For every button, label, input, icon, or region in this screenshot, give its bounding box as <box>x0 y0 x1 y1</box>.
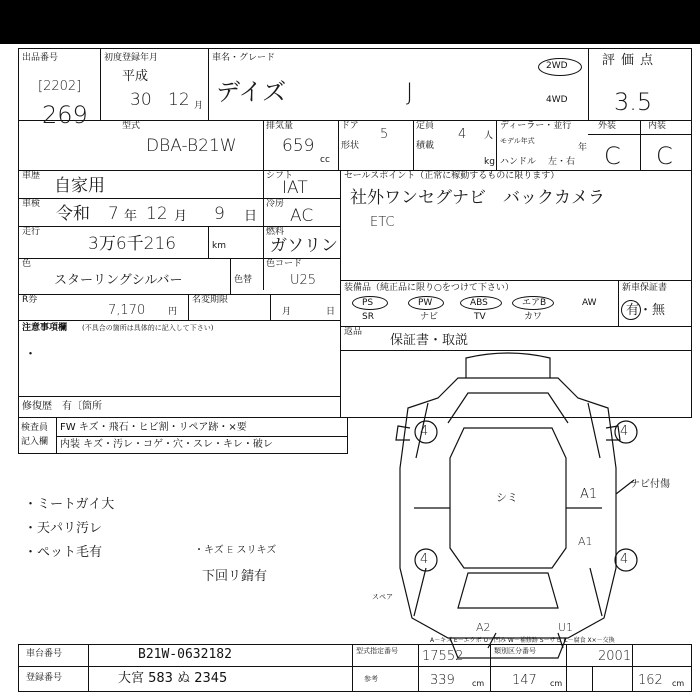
model-label: 型式 <box>122 121 141 131</box>
equip-ps: PS <box>362 298 374 308</box>
inspection-month: 12 <box>146 204 168 224</box>
length-value: 339 <box>430 673 455 688</box>
diagram-mark-roof-stain: シミ <box>496 491 518 504</box>
inspection-day-unit: 日 <box>244 209 258 224</box>
displacement-value: 659 <box>282 136 315 156</box>
int-label: 内装 <box>648 121 667 131</box>
shape-label: 形状 <box>341 141 360 151</box>
name-change-month: 月 <box>282 307 292 317</box>
chassis-label: 車台番号 <box>26 649 63 659</box>
mileage-unit: km <box>212 241 226 251</box>
equip-sr: SR <box>362 312 374 322</box>
inspector-label-1: 検査員 <box>21 423 49 433</box>
handwritten-note-3: ・ペット毛有 <box>24 545 103 560</box>
car-grade: J <box>406 78 414 106</box>
width-unit: cm <box>550 679 563 688</box>
type-no-label: 型式指定番号 <box>356 647 398 655</box>
top-black-bar <box>0 0 700 44</box>
displacement-label: 排気量 <box>266 121 294 131</box>
inspection-day: 9 <box>214 204 225 224</box>
diagram-legend: A－キズ E－エクボ U－凹み W－補修跡 S－サビ C－腐食 X×－交換 <box>430 637 615 644</box>
diagram-mark-rear-door-a1: A1 <box>578 535 593 548</box>
class-no-label: 類別区分番号 <box>494 647 536 655</box>
registration-value: 大宮 583 ぬ 2345 <box>118 671 228 686</box>
inspection-label: 車検 <box>22 199 41 209</box>
ref-label: 参考 <box>364 675 378 683</box>
equip-leather: カワ <box>524 312 543 322</box>
score-value: 3.5 <box>614 88 653 116</box>
drive-4wd: 4WD <box>546 95 568 105</box>
fuel-value: ガソリン <box>270 236 338 256</box>
equipment-label: 装備品（純正品に限り○をつけて下さい） <box>344 283 514 293</box>
lot-number: 269 <box>42 101 88 129</box>
ext-value: C <box>604 142 621 170</box>
color-code-label: 色コード <box>266 259 303 269</box>
model-value: DBA-B21W <box>146 136 237 156</box>
length-unit: cm <box>472 679 485 688</box>
inspection-era: 令和 <box>56 204 90 224</box>
diagram-spare: スペア <box>372 593 393 601</box>
equip-airbag: エアB <box>522 298 547 308</box>
inspection-year-unit: 年 <box>124 209 138 224</box>
handwritten-note-1: ・ミートガイ大 <box>24 497 115 512</box>
body-type-value: 自家用 <box>54 176 105 196</box>
repair-label: 修復歴 <box>22 401 52 412</box>
color-label: 色 <box>22 259 32 269</box>
diagram-mark-front-left-wheel: 4 <box>420 424 429 439</box>
int-value: C <box>656 142 673 170</box>
inspection-month-unit: 月 <box>174 209 188 224</box>
sales-point-line2: ETC <box>370 215 395 230</box>
recycle-unit: 円 <box>168 307 178 317</box>
new-car-warranty-label: 新車保証書 <box>622 283 668 293</box>
inspector-row1: FW キズ・飛石・ヒビ割・リペア跡・×要 <box>60 422 247 433</box>
first-reg-era: 平成 <box>122 69 149 84</box>
class-no-value: 2001 <box>598 649 632 664</box>
height-value: 162 <box>638 673 663 688</box>
dealer-label: ディーラー・並行 <box>500 121 572 131</box>
seats-label: 定員 <box>416 121 435 131</box>
ac-label: 冷房 <box>266 199 285 209</box>
equip-pw: PW <box>418 298 433 308</box>
first-reg-month: 12 <box>168 90 190 110</box>
shift-value: IAT <box>282 178 308 198</box>
ac-value: AC <box>290 206 314 226</box>
car-damage-diagram <box>18 48 692 696</box>
diagram-mark-rear-right-wheel: 4 <box>620 552 629 567</box>
width-value: 147 <box>512 673 537 688</box>
type-no-value: 17552 <box>422 649 464 664</box>
handle-label: ハンドル <box>500 157 537 167</box>
lot-label: 出品番号 <box>22 53 59 63</box>
year-unit: 年 <box>578 143 588 153</box>
body-type-label: 車歴 <box>22 171 41 181</box>
score-label: 評価点 <box>602 53 660 68</box>
equip-tv: TV <box>474 312 486 322</box>
lot-code: [2202] <box>38 79 82 94</box>
sales-point-label: セールスポイント（正常に稼動するものに限ります） <box>344 171 560 181</box>
auction-sheet <box>18 48 692 696</box>
height-unit: cm <box>672 679 685 688</box>
diagram-mark-rear-left-wheel: 4 <box>420 552 429 567</box>
equip-navi: ナビ <box>420 312 439 322</box>
displacement-unit: cc <box>320 155 330 165</box>
notes-label: 注意事項欄 <box>22 323 68 333</box>
seats-unit: 人 <box>484 131 494 141</box>
first-reg-month-unit: 月 <box>194 101 204 111</box>
first-reg-label: 初度登録年月 <box>104 53 159 63</box>
equip-abs: ABS <box>470 298 488 308</box>
diagram-mark-rear-u1: U1 <box>558 621 574 634</box>
fuel-label: 燃料 <box>266 227 285 237</box>
first-reg-year: 30 <box>130 90 152 110</box>
handwritten-note-5: 下回リ錆有 <box>202 569 268 584</box>
notes-sub: (不具合の箇所は具体的に記入して下さい) <box>82 324 214 332</box>
recycle-value: 7,170 <box>108 303 146 318</box>
other-value: 保証書・取説 <box>390 333 469 348</box>
handwritten-note-2: ・天パリ汚レ <box>24 521 103 536</box>
recycle-label: R券 <box>22 295 38 305</box>
handle-value: 左・右 <box>548 157 576 167</box>
doors-label: ドア <box>341 121 359 131</box>
doors-value: 5 <box>380 127 389 142</box>
car-name: デイズ <box>216 78 287 106</box>
color-value: スターリングシルバー <box>54 273 183 288</box>
drive-2wd: 2WD <box>546 61 568 71</box>
color-code-value: U25 <box>290 273 317 288</box>
name-change-day: 日 <box>326 307 336 317</box>
diagram-mark-front-right-wheel: 4 <box>620 424 629 439</box>
registration-label: 登録番号 <box>26 673 63 683</box>
mileage-label: 走行 <box>22 227 41 237</box>
car-name-label: 車名・グレード <box>212 53 276 63</box>
model-year-label: モデル年式 <box>500 137 535 145</box>
name-change-label: 名変期限 <box>192 295 229 305</box>
inspection-year: 7 <box>108 204 119 224</box>
load-label: 積載 <box>416 141 435 151</box>
ext-label: 外装 <box>598 121 617 131</box>
seats-value: 4 <box>458 127 467 142</box>
sales-point-line1: 社外ワンセグナビ バックカメラ <box>350 188 605 208</box>
diagram-mark-right-door-a1: A1 <box>580 487 598 502</box>
other-label: 返品 <box>344 327 363 337</box>
repair-value: 有〔箇所 <box>62 401 102 412</box>
handwritten-note-4: ・キズ E スリキズ <box>194 545 277 556</box>
inspector-label-2: 記入欄 <box>21 437 49 447</box>
load-unit: kg <box>484 157 495 167</box>
color-change-label: 色替 <box>234 275 253 285</box>
diagram-mark-rear-a2: A2 <box>476 621 491 634</box>
shift-label: シフト <box>266 171 294 181</box>
inspector-row2: 内装 キズ・汚レ・コゲ・穴・スレ・キレ・破レ <box>60 439 273 450</box>
diagram-note: ナビ付傷 <box>630 479 670 490</box>
notes-bullet: ・ <box>24 347 38 362</box>
equip-aw: AW <box>582 298 597 308</box>
new-car-warranty-value: 有・無 <box>626 303 666 318</box>
mileage-value: 3万6千216 <box>88 234 177 254</box>
chassis-value: B21W-0632182 <box>138 647 232 662</box>
